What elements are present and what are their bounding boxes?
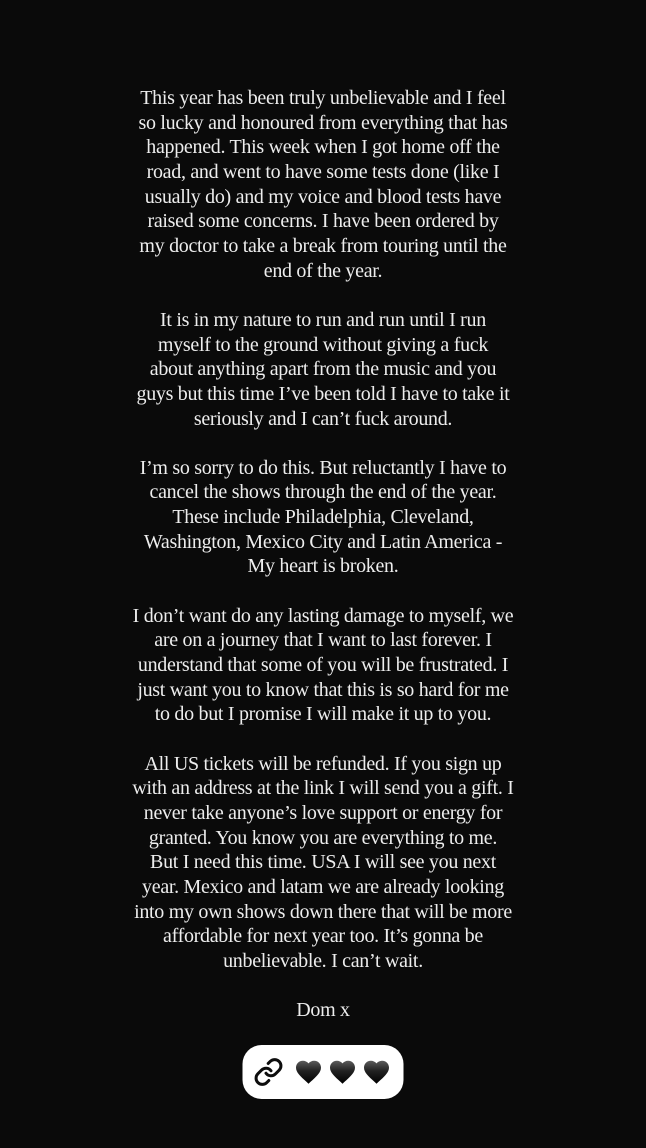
text-line: It is in my nature to run and run until I run bbox=[160, 308, 486, 331]
paragraph bbox=[0, 308, 646, 431]
text-line: my doctor to take a break from touring until the bbox=[139, 234, 507, 257]
text-line: All US tickets will be refunded. If you sign up bbox=[144, 752, 502, 775]
paragraph bbox=[0, 752, 646, 974]
black-heart-icon bbox=[293, 1057, 325, 1087]
paragraph bbox=[0, 604, 646, 727]
text-line: Dom x bbox=[296, 999, 350, 1022]
text-line: But I need this time. USA I will see you next bbox=[150, 851, 496, 874]
text-line: cancel the shows through the end of the year. bbox=[149, 481, 497, 504]
text-line: This year has been truly unbelievable and I feel bbox=[140, 87, 506, 109]
link-sticker[interactable] bbox=[243, 1045, 404, 1099]
text-line: into my own shows down there that will be more bbox=[134, 900, 512, 923]
text-line: guys but this time I’ve been told I have to take it bbox=[136, 382, 510, 405]
black-hearts bbox=[293, 1057, 393, 1087]
text-line: I’m so sorry to do this. But reluctantly I have to bbox=[139, 456, 507, 479]
text-line: with an address at the link I will send you a gift. I bbox=[132, 777, 514, 800]
text-line: affordable for next year too. It’s gonna be bbox=[163, 925, 483, 948]
text-line: I don’t want do any lasting damage to myself, we bbox=[132, 604, 514, 627]
paragraph bbox=[0, 86, 646, 283]
text-line: My heart is broken. bbox=[247, 555, 399, 578]
text-line: usually do) and my voice and blood tests have bbox=[144, 185, 502, 208]
text-line: end of the year. bbox=[263, 259, 383, 282]
text-line: are on a journey that I want to last forever. I bbox=[154, 629, 492, 652]
text-line: understand that some of you will be frustrated. I bbox=[137, 654, 509, 677]
text-line: so lucky and honoured from everything that has bbox=[138, 111, 508, 134]
text-line: unbelievable. I can’t wait. bbox=[223, 949, 423, 972]
text-line: seriously and I can’t fuck around. bbox=[193, 407, 453, 430]
black-heart-icon bbox=[327, 1057, 359, 1087]
text-line: These include Philadelphia, Cleveland, bbox=[172, 506, 474, 529]
text-line: Washington, Mexico City and Latin America - bbox=[143, 530, 503, 553]
text-line: to do but I promise I will make it up to you. bbox=[154, 703, 492, 726]
text-line: road, and went to have some tests done (like I bbox=[146, 160, 500, 183]
text-line: about anything apart from the music and you bbox=[149, 358, 497, 381]
paragraph bbox=[0, 456, 646, 579]
signature bbox=[0, 998, 646, 1023]
story-text-block bbox=[0, 86, 646, 1023]
text-line: year. Mexico and latam we are already looking bbox=[142, 875, 504, 898]
text-line: granted. You know you are everything to me. bbox=[148, 826, 498, 849]
text-line: never take anyone’s love support or energy for bbox=[143, 801, 503, 824]
text-line: happened. This week when I got home off the bbox=[146, 136, 500, 159]
text-line: just want you to know that this is so hard for me bbox=[137, 678, 509, 701]
black-heart-icon bbox=[361, 1057, 393, 1087]
link-icon bbox=[254, 1057, 284, 1087]
text-line: myself to the ground without giving a fuck bbox=[157, 333, 489, 356]
text-line: raised some concerns. I have been ordered by bbox=[147, 210, 499, 233]
